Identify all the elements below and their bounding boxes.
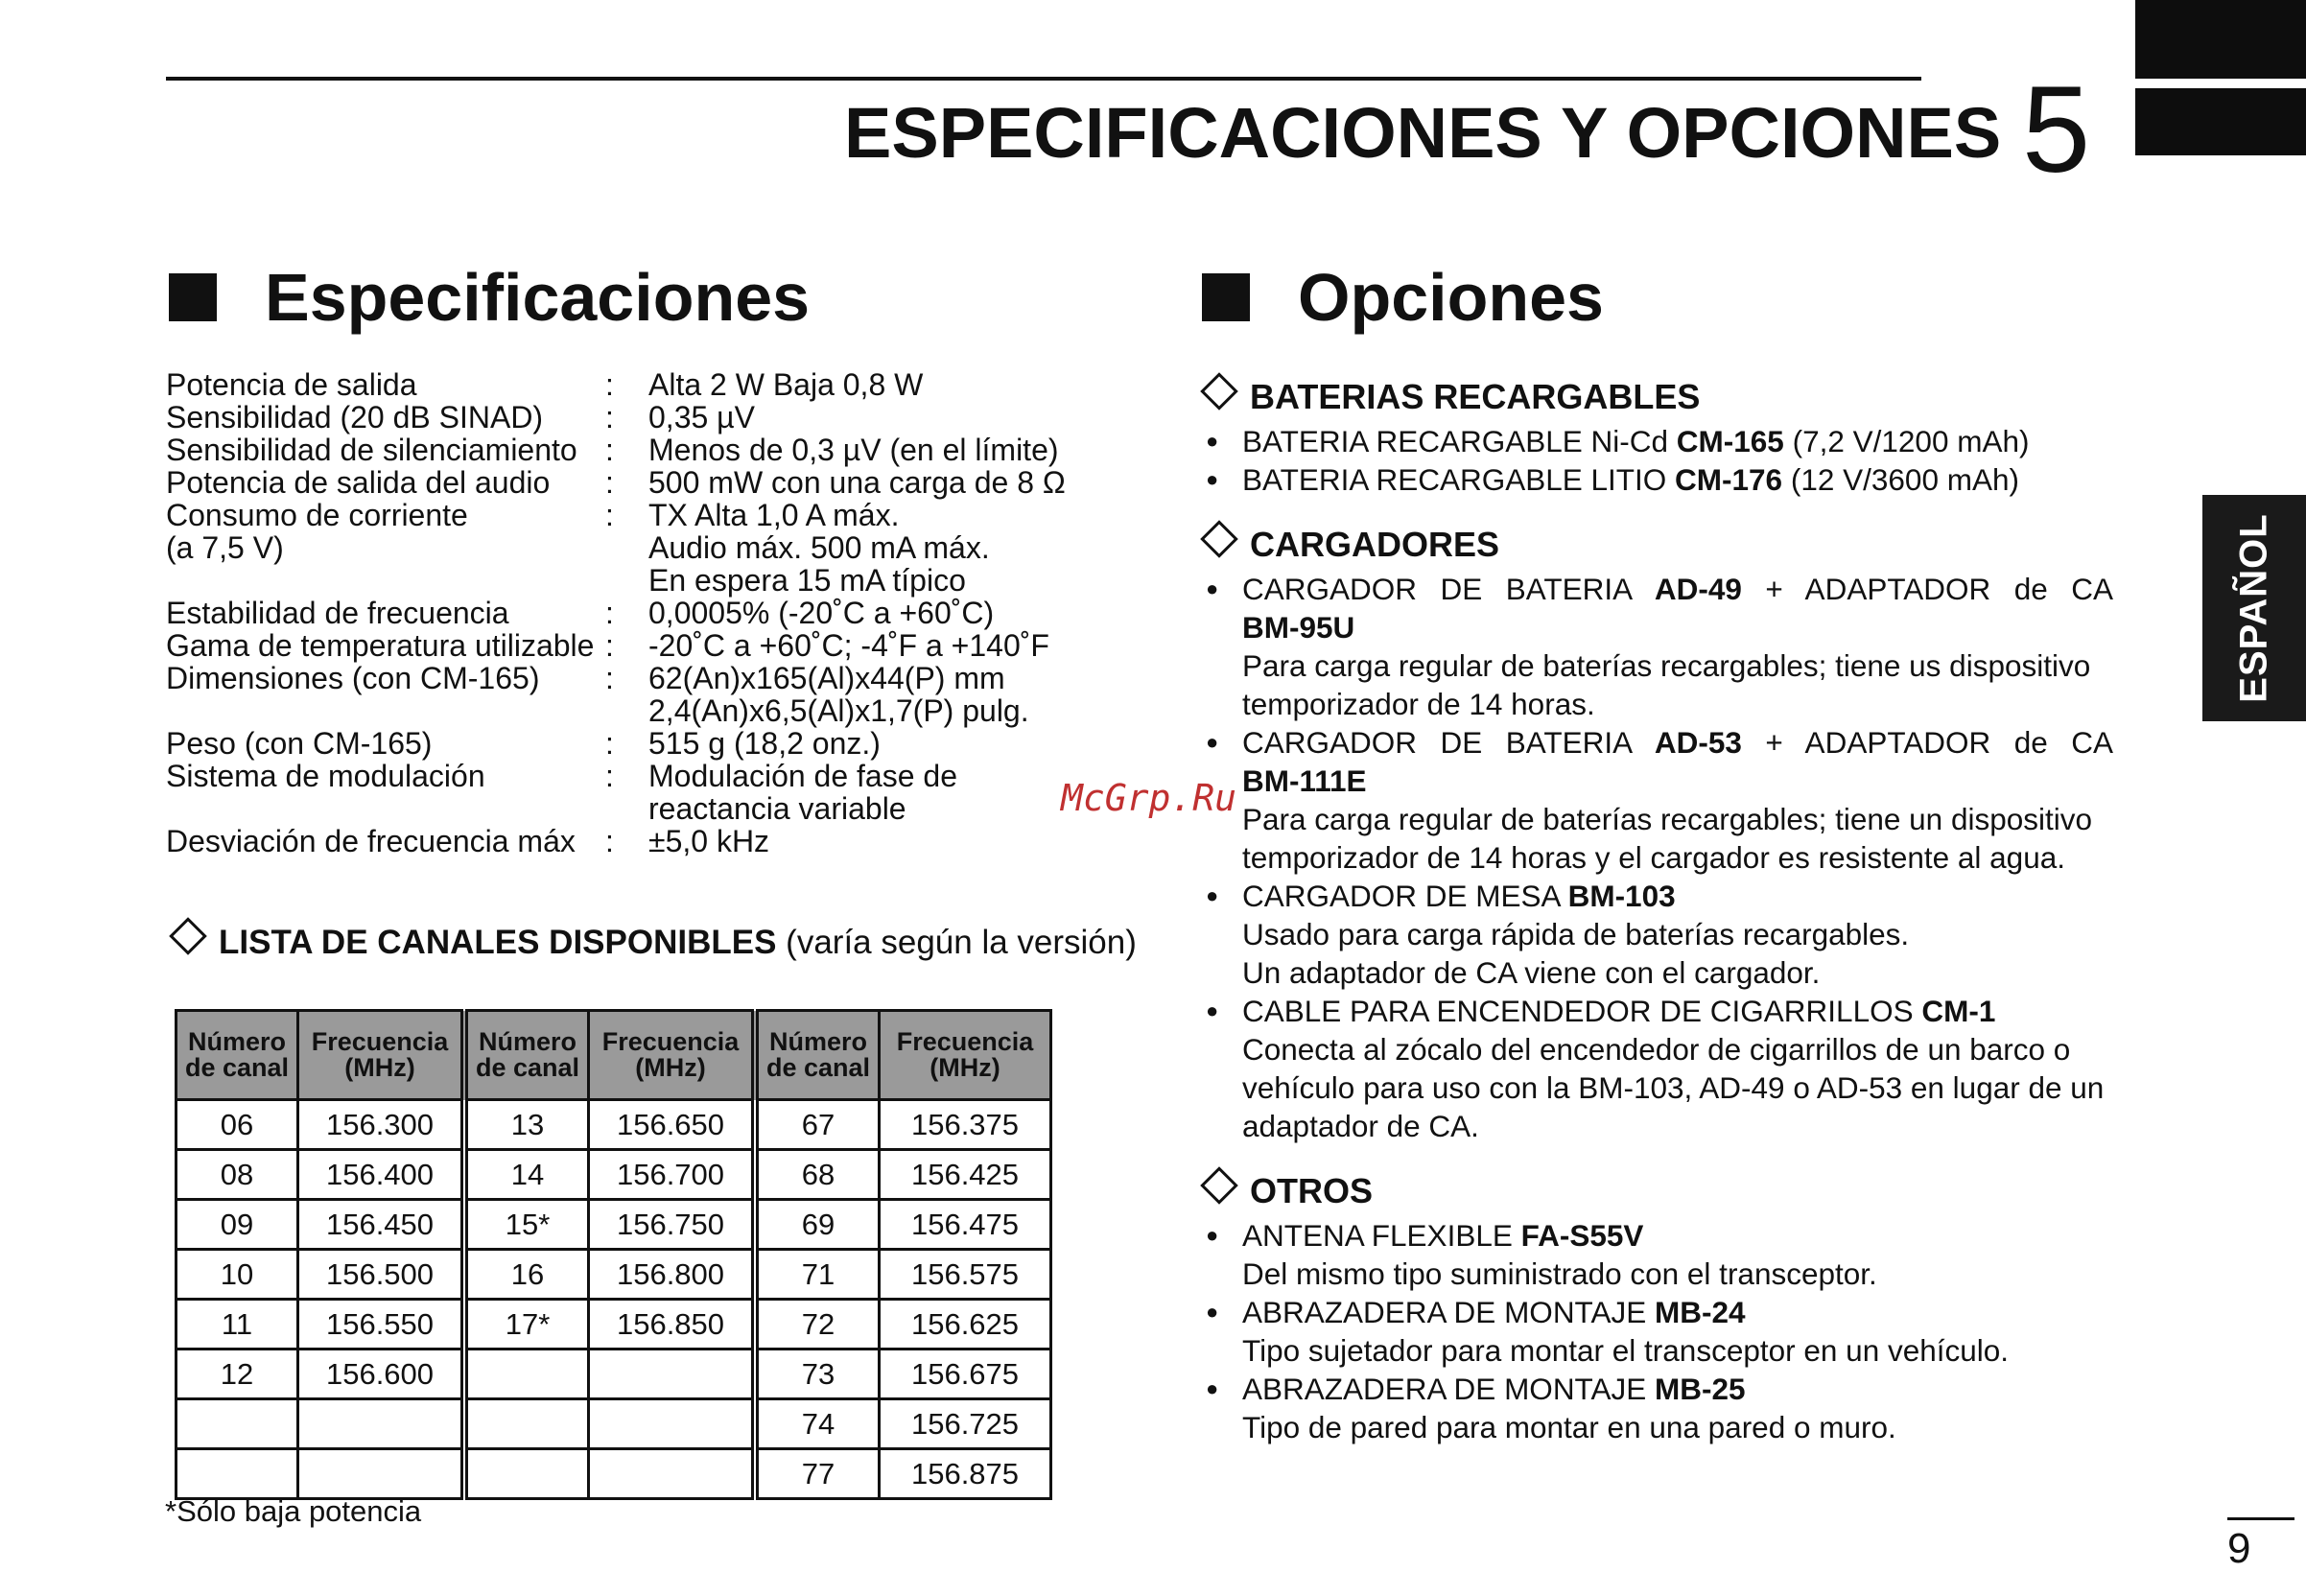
chapter-thumb-tab bbox=[2135, 0, 2306, 155]
option-item-name: CARGADOR DE BATERIA bbox=[1242, 725, 1655, 760]
spec-label: Potencia de salida del audio bbox=[166, 465, 551, 500]
spec-value: 515 g (18,2 onz.) bbox=[648, 726, 881, 761]
frequency-cell: 156.600 bbox=[298, 1350, 465, 1399]
spec-colon: : bbox=[605, 465, 614, 500]
specs-list bbox=[166, 368, 1087, 857]
spec-colon bbox=[605, 531, 648, 564]
channel-number-cell: 77 bbox=[755, 1449, 880, 1499]
diamond-icon bbox=[1200, 520, 1238, 558]
frequency-cell: 156.800 bbox=[589, 1250, 756, 1300]
frequency-cell bbox=[298, 1399, 465, 1449]
channel-number-cell: 69 bbox=[755, 1200, 880, 1250]
spec-label bbox=[166, 792, 605, 825]
table-row bbox=[176, 1449, 1051, 1499]
option-item-model: AD-53 bbox=[1654, 725, 1742, 760]
spec-value: Menos de 0,3 µV (en el límite) bbox=[648, 433, 1059, 467]
option-item-suffix: + ADAPTADOR de CA bbox=[1741, 572, 2113, 606]
option-item-name: BATERIA RECARGABLE Ni-Cd bbox=[1242, 424, 1677, 458]
option-group-title: CARGADORES bbox=[1250, 525, 1500, 564]
header-rule bbox=[166, 77, 1921, 81]
option-item bbox=[1202, 723, 2113, 762]
option-item bbox=[1202, 877, 2113, 915]
spec-label: Dimensiones (con CM-165) bbox=[166, 661, 540, 695]
diamond-icon bbox=[1200, 372, 1238, 411]
table-row bbox=[176, 1150, 1051, 1200]
channel-number-cell: 74 bbox=[755, 1399, 880, 1449]
spec-colon bbox=[605, 564, 648, 597]
language-tab-label: ESPAÑOL bbox=[2232, 513, 2275, 703]
spec-row bbox=[166, 792, 1087, 825]
option-item-name: BATERIA RECARGABLE LITIO bbox=[1242, 462, 1676, 497]
channel-number-cell: 73 bbox=[755, 1350, 880, 1399]
spec-label: Desviación de frecuencia máx bbox=[166, 824, 576, 858]
table-footnote: *Sólo baja potencia bbox=[165, 1494, 422, 1528]
spec-value: Audio máx. 500 mA máx. bbox=[648, 530, 990, 565]
spec-row bbox=[166, 466, 1087, 499]
channel-number-cell: 16 bbox=[464, 1250, 589, 1300]
option-item-model: AD-49 bbox=[1654, 572, 1742, 606]
frequency-cell: 156.425 bbox=[880, 1150, 1051, 1200]
options-heading bbox=[1202, 259, 1604, 336]
spec-value: -20˚C a +60˚C; -4˚F a +140˚F bbox=[648, 628, 1049, 663]
frequency-cell: 156.850 bbox=[589, 1300, 756, 1350]
options-heading-text: Opciones bbox=[1298, 260, 1604, 335]
channel-number-cell: 17* bbox=[464, 1300, 589, 1350]
spec-label: Sistema de modulación bbox=[166, 759, 485, 793]
spec-value: 500 mW con una carga de 8 Ω bbox=[648, 465, 1066, 500]
option-group-heading bbox=[1202, 524, 2113, 566]
frequency-cell bbox=[298, 1449, 465, 1499]
spec-row bbox=[166, 597, 1087, 629]
option-item bbox=[1202, 1293, 2113, 1331]
table-row bbox=[176, 1399, 1051, 1449]
frequency-cell: 156.475 bbox=[880, 1200, 1051, 1250]
frequency-cell: 156.625 bbox=[880, 1300, 1051, 1350]
channel-number-cell: 08 bbox=[176, 1150, 298, 1200]
frequency-cell: 156.550 bbox=[298, 1300, 465, 1350]
option-item-name: CARGADOR DE MESA bbox=[1242, 879, 1568, 913]
option-item-name: ABRAZADERA DE MONTAJE bbox=[1242, 1295, 1655, 1329]
option-group-heading bbox=[1202, 1170, 2113, 1212]
channels-heading-note: (varía según la versión) bbox=[786, 924, 1137, 961]
spec-colon: : bbox=[605, 498, 614, 532]
frequency-cell: 156.700 bbox=[589, 1150, 756, 1200]
frequency-cell bbox=[589, 1399, 756, 1449]
option-group bbox=[1202, 524, 2113, 1145]
channel-number-cell bbox=[176, 1399, 298, 1449]
option-item bbox=[1202, 422, 2113, 460]
channel-number-cell: 06 bbox=[176, 1100, 298, 1150]
spec-row bbox=[166, 760, 1087, 792]
option-item-description: Para carga regular de baterías recargables; tiene us dispositivo temporizador de 14 horas. bbox=[1242, 648, 2091, 721]
option-item-description: Conecta al zócalo del encendedor de cigarrillos de un barco o vehículo para uso con la BM-103, AD-49 o AD-53 en lugar de un adaptador de CA. bbox=[1242, 1032, 2105, 1143]
col-header: Número de canal bbox=[176, 1011, 298, 1100]
frequency-cell bbox=[589, 1449, 756, 1499]
option-item-suffix: (7,2 V/1200 mAh) bbox=[1783, 424, 2030, 458]
table-row bbox=[176, 1350, 1051, 1399]
square-bullet-icon bbox=[169, 273, 217, 321]
option-item-description: Para carga regular de baterías recargables; tiene un dispositivo temporizador de 14 horas y el cargador es resistente al agua. bbox=[1242, 802, 2093, 875]
option-item-model: CM-176 bbox=[1675, 462, 1783, 497]
option-item bbox=[1202, 460, 2113, 499]
spec-value: 0,0005% (-20˚C a +60˚C) bbox=[648, 596, 995, 630]
col-header: Frecuencia (MHz) bbox=[298, 1011, 465, 1100]
spec-colon: : bbox=[605, 433, 614, 467]
spec-value: ±5,0 kHz bbox=[648, 824, 770, 858]
option-group-title: OTROS bbox=[1250, 1171, 1374, 1210]
frequency-cell: 156.675 bbox=[880, 1350, 1051, 1399]
spec-value: 0,35 µV bbox=[648, 400, 755, 434]
option-item-model-2-text: BM-95U bbox=[1242, 610, 1355, 645]
spec-row bbox=[166, 401, 1087, 434]
spec-value: 62(An)x165(Al)x44(P) mm bbox=[648, 661, 1005, 695]
channel-table-body bbox=[176, 1100, 1051, 1499]
frequency-cell: 156.750 bbox=[589, 1200, 756, 1250]
chapter-number: 5 bbox=[2022, 61, 2091, 199]
page-number-rule bbox=[2227, 1517, 2294, 1520]
channel-number-cell: 12 bbox=[176, 1350, 298, 1399]
spec-label: Peso (con CM-165) bbox=[166, 726, 433, 761]
spec-row bbox=[166, 629, 1087, 662]
square-bullet-icon bbox=[1202, 273, 1250, 321]
chapter-title: ESPECIFICACIONES Y OPCIONES bbox=[844, 93, 2002, 173]
channel-table bbox=[175, 1009, 1052, 1500]
option-item bbox=[1202, 1216, 2113, 1255]
spec-row bbox=[166, 694, 1087, 727]
spec-label: Sensibilidad de silenciamiento bbox=[166, 433, 577, 467]
option-item bbox=[1202, 1370, 2113, 1408]
spec-colon: : bbox=[605, 661, 614, 695]
option-item-model: MB-25 bbox=[1655, 1372, 1746, 1406]
frequency-cell: 156.400 bbox=[298, 1150, 465, 1200]
spec-row bbox=[166, 531, 1087, 564]
spec-colon: : bbox=[605, 824, 614, 858]
spec-value: Alta 2 W Baja 0,8 W bbox=[648, 367, 924, 402]
frequency-cell: 156.450 bbox=[298, 1200, 465, 1250]
spec-row bbox=[166, 368, 1087, 401]
channel-number-cell: 71 bbox=[755, 1250, 880, 1300]
spec-colon: : bbox=[605, 759, 614, 793]
option-item-model: BM-103 bbox=[1567, 879, 1676, 913]
spec-value: reactancia variable bbox=[648, 791, 906, 826]
spec-label: Estabilidad de frecuencia bbox=[166, 596, 509, 630]
diamond-icon bbox=[169, 917, 207, 955]
channel-number-cell: 11 bbox=[176, 1300, 298, 1350]
channel-number-cell bbox=[464, 1399, 589, 1449]
spec-row bbox=[166, 662, 1087, 694]
channels-heading bbox=[171, 923, 1137, 963]
option-item-model-2-text: BM-111E bbox=[1242, 763, 1367, 798]
spec-value: En espera 15 mA típico bbox=[648, 563, 966, 598]
spec-row bbox=[166, 434, 1087, 466]
spec-row bbox=[166, 564, 1087, 597]
option-item-model: CM-1 bbox=[1921, 994, 1996, 1028]
spec-value: TX Alta 1,0 A máx. bbox=[648, 498, 900, 532]
options-list bbox=[1202, 376, 2113, 1471]
option-item bbox=[1202, 570, 2113, 608]
spec-label: Potencia de salida bbox=[166, 367, 417, 402]
spec-label: Consumo de corriente bbox=[166, 498, 468, 532]
option-item-description: Usado para carga rápida de baterías recargables. bbox=[1242, 917, 1910, 951]
diamond-icon bbox=[1200, 1166, 1238, 1205]
channel-number-cell: 68 bbox=[755, 1150, 880, 1200]
channels-heading-text: LISTA DE CANALES DISPONIBLES bbox=[219, 924, 777, 961]
spec-label: (a 7,5 V) bbox=[166, 530, 284, 565]
channel-number-cell: 15* bbox=[464, 1200, 589, 1250]
language-tab bbox=[2202, 495, 2306, 721]
col-header: Número de canal bbox=[755, 1011, 880, 1100]
option-item bbox=[1202, 992, 2113, 1030]
spec-row bbox=[166, 499, 1087, 531]
channel-number-cell: 67 bbox=[755, 1100, 880, 1150]
frequency-cell: 156.300 bbox=[298, 1100, 465, 1150]
spec-colon: : bbox=[605, 367, 614, 402]
option-group bbox=[1202, 376, 2113, 499]
option-item-description: Un adaptador de CA viene con el cargador. bbox=[1242, 955, 1821, 990]
option-item-description: Del mismo tipo suministrado con el transceptor. bbox=[1242, 1256, 1877, 1291]
thumb-tab-gap bbox=[2135, 79, 2306, 88]
option-item-name: ABRAZADERA DE MONTAJE bbox=[1242, 1372, 1655, 1406]
frequency-cell bbox=[589, 1350, 756, 1399]
option-item-name: CARGADOR DE BATERIA bbox=[1242, 572, 1655, 606]
spec-value: 2,4(An)x6,5(Al)x1,7(P) pulg. bbox=[648, 693, 1029, 728]
frequency-cell: 156.575 bbox=[880, 1250, 1051, 1300]
channel-number-cell bbox=[176, 1449, 298, 1499]
table-header-row bbox=[176, 1011, 1051, 1100]
page-number: 9 bbox=[2227, 1525, 2251, 1572]
channel-number-cell: 14 bbox=[464, 1150, 589, 1200]
spec-colon: : bbox=[605, 400, 614, 434]
spec-label bbox=[166, 694, 605, 727]
channel-number-cell: 13 bbox=[464, 1100, 589, 1150]
spec-colon: : bbox=[605, 628, 614, 663]
watermark: McGrp.Ru bbox=[1061, 777, 1237, 819]
option-group-heading bbox=[1202, 376, 2113, 418]
frequency-cell: 156.875 bbox=[880, 1449, 1051, 1499]
spec-row bbox=[166, 825, 1087, 857]
option-item-suffix: + ADAPTADOR de CA bbox=[1741, 725, 2113, 760]
channel-number-cell: 09 bbox=[176, 1200, 298, 1250]
spec-label: Gama de temperatura utilizable bbox=[166, 628, 595, 663]
option-item-name: ANTENA FLEXIBLE bbox=[1242, 1218, 1521, 1253]
option-item-model-2 bbox=[1202, 608, 2113, 646]
option-group bbox=[1202, 1170, 2113, 1446]
channel-number-cell: 72 bbox=[755, 1300, 880, 1350]
option-item-model: MB-24 bbox=[1655, 1295, 1746, 1329]
frequency-cell: 156.650 bbox=[589, 1100, 756, 1150]
frequency-cell: 156.500 bbox=[298, 1250, 465, 1300]
option-item-name: CABLE PARA ENCENDEDOR DE CIGARRILLOS bbox=[1242, 994, 1922, 1028]
specs-heading-text: Especificaciones bbox=[265, 260, 811, 335]
spec-row bbox=[166, 727, 1087, 760]
col-header: Frecuencia (MHz) bbox=[880, 1011, 1051, 1100]
spec-value: Modulación de fase de bbox=[648, 759, 957, 793]
table-row bbox=[176, 1100, 1051, 1150]
channel-number-cell: 10 bbox=[176, 1250, 298, 1300]
option-item-suffix: (12 V/3600 mAh) bbox=[1782, 462, 2019, 497]
table-row bbox=[176, 1200, 1051, 1250]
option-item-description: Tipo de pared para montar en una pared o muro. bbox=[1242, 1410, 1896, 1444]
spec-colon bbox=[605, 694, 648, 727]
spec-colon: : bbox=[605, 596, 614, 630]
channel-number-cell bbox=[464, 1350, 589, 1399]
col-header: Número de canal bbox=[464, 1011, 589, 1100]
option-item-description: Tipo sujetador para montar el transceptor en un vehículo. bbox=[1242, 1333, 2010, 1368]
col-header: Frecuencia (MHz) bbox=[589, 1011, 756, 1100]
spec-colon: : bbox=[605, 726, 614, 761]
option-item-model: FA-S55V bbox=[1520, 1218, 1644, 1253]
spec-label bbox=[166, 564, 605, 597]
frequency-cell: 156.375 bbox=[880, 1100, 1051, 1150]
option-item-model: CM-165 bbox=[1676, 424, 1784, 458]
spec-colon bbox=[605, 792, 648, 825]
option-group-title: BATERIAS RECARGABLES bbox=[1250, 377, 1701, 416]
spec-label: Sensibilidad (20 dB SINAD) bbox=[166, 400, 544, 434]
table-row bbox=[176, 1250, 1051, 1300]
table-row bbox=[176, 1300, 1051, 1350]
channel-number-cell bbox=[464, 1449, 589, 1499]
option-item-model-2 bbox=[1202, 762, 2113, 800]
frequency-cell: 156.725 bbox=[880, 1399, 1051, 1449]
specs-heading bbox=[169, 259, 810, 336]
